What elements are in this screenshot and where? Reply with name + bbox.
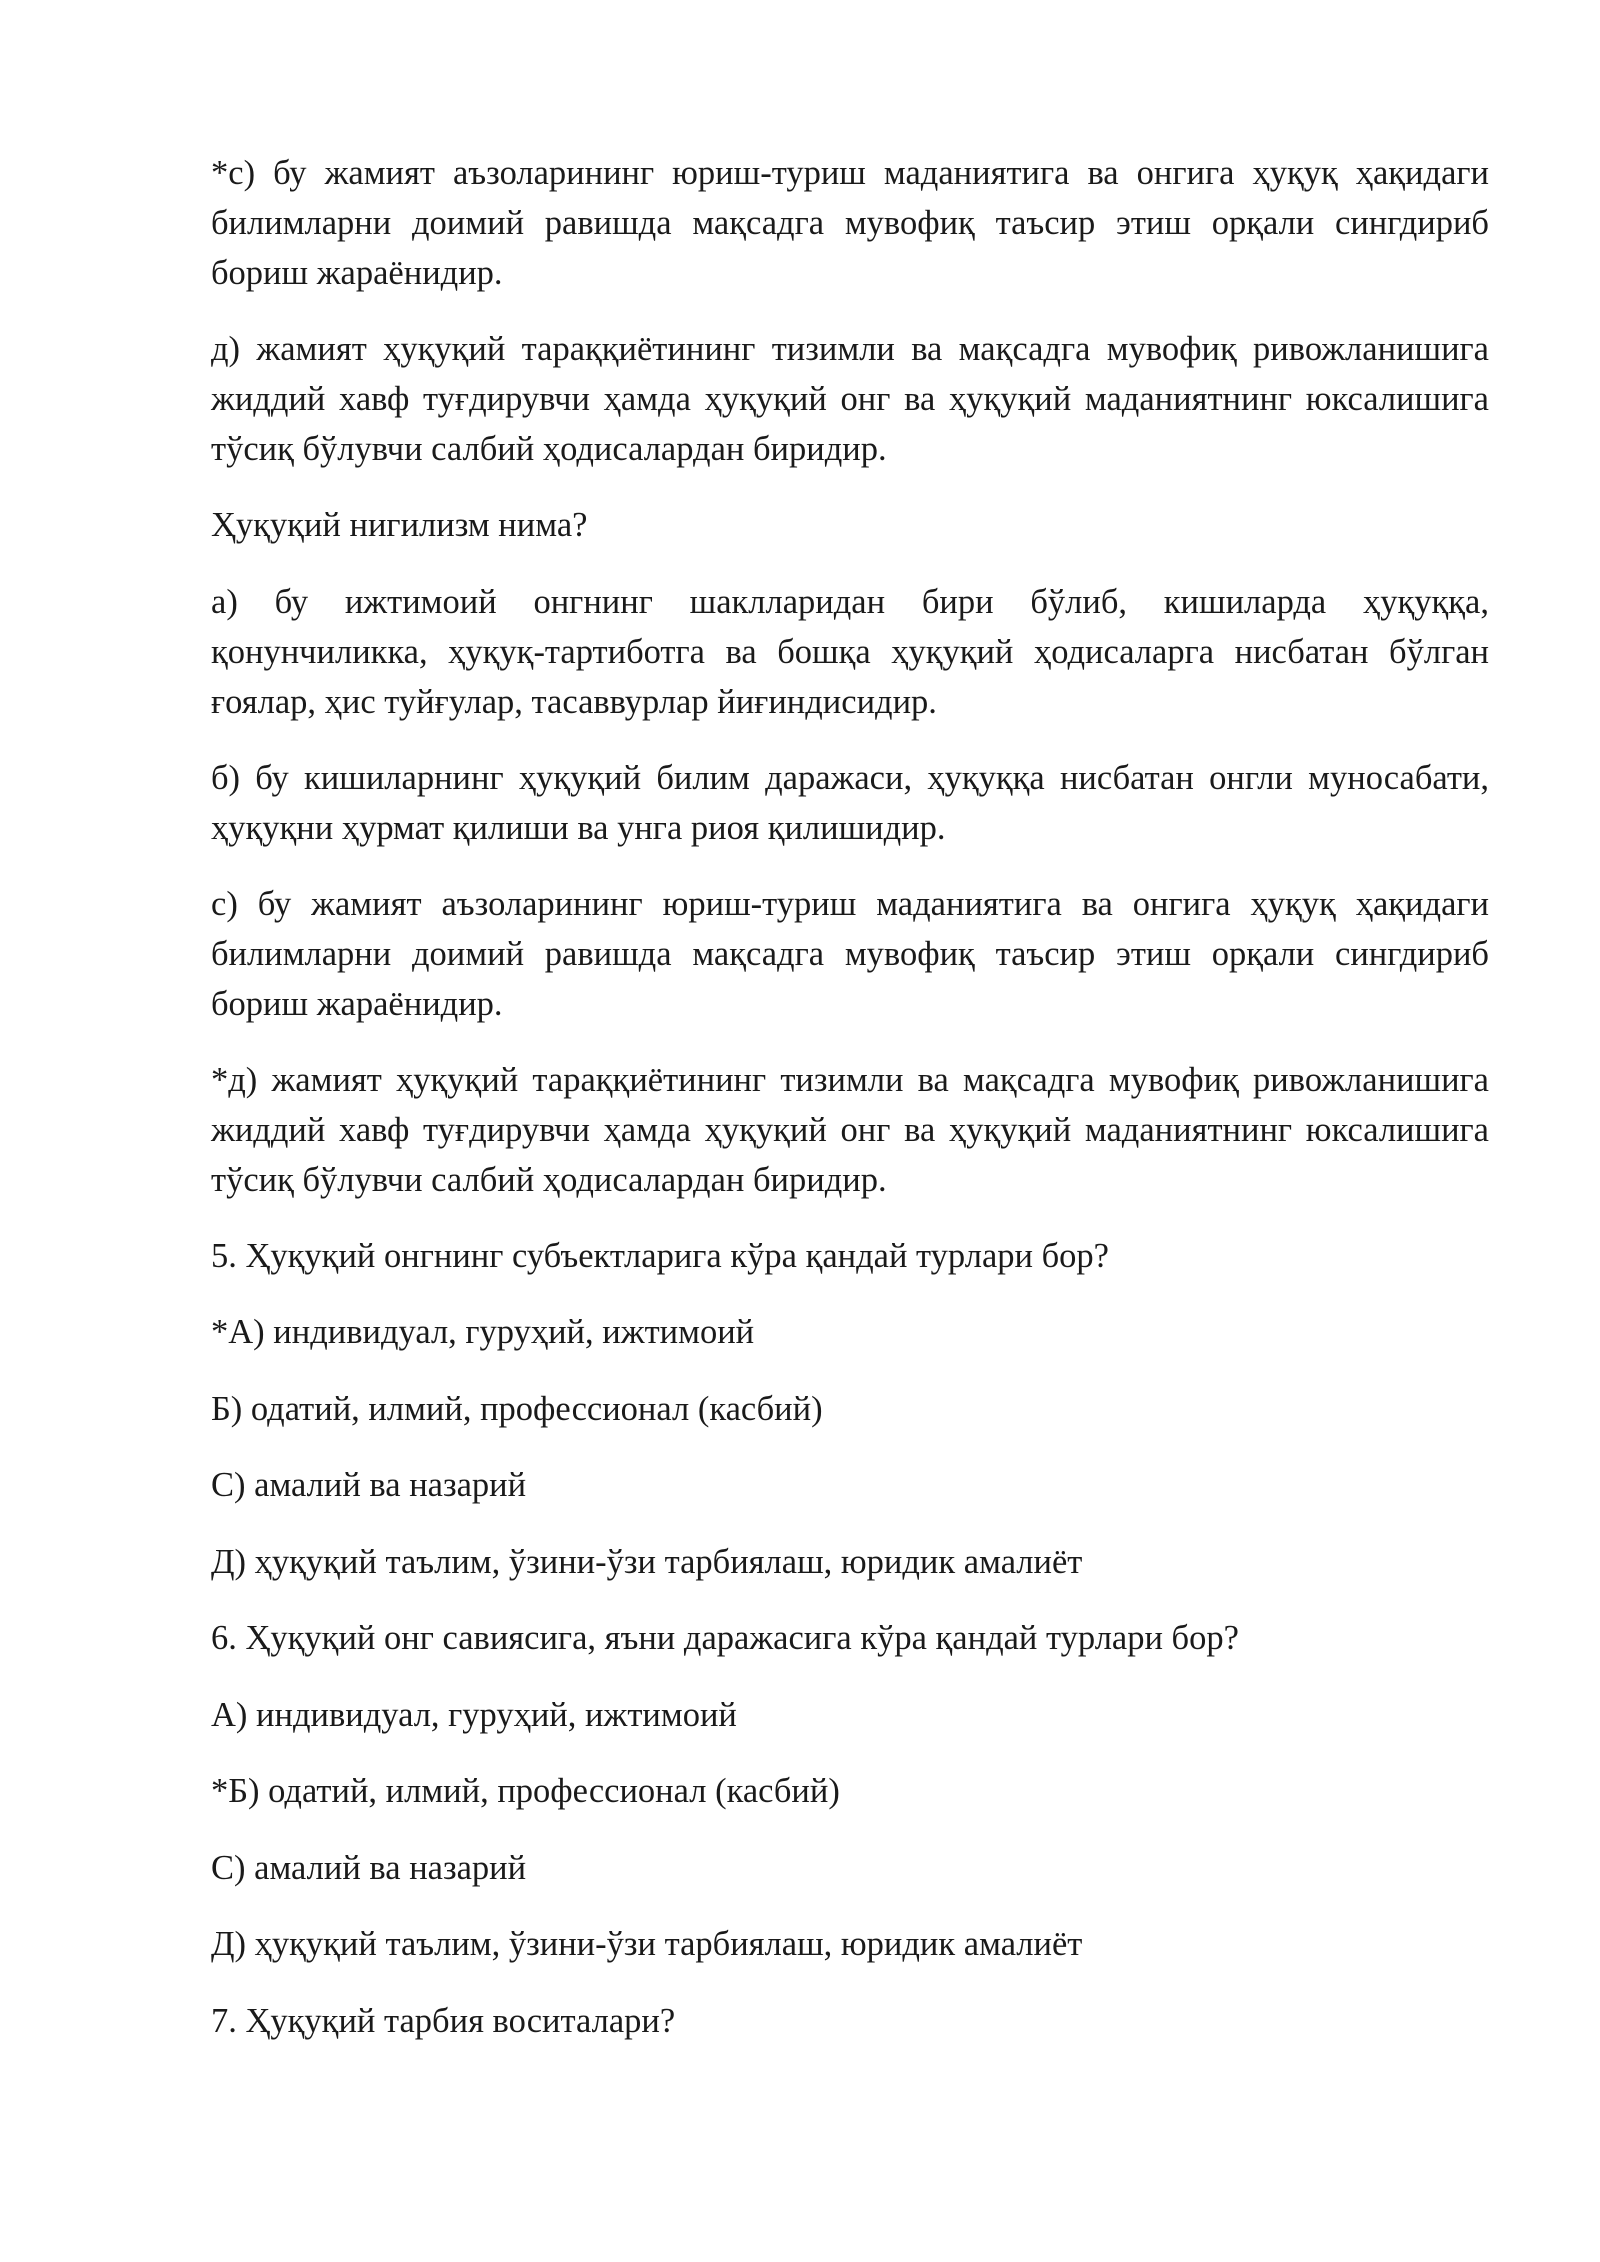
answer-option-c-marked: *с) бу жамият аъзоларининг юриш-туриш маданиятига ва онгига ҳуқуқ ҳақидаги билимларни доимий равишда мақсадга мувофиқ таъсир этиш орқали сингдириб бориш жараёнидир. (211, 154, 1489, 292)
answer-option-b: б) бу кишиларнинг ҳуқуқий билим даражаси, ҳуқуққа нисбатан онгли муносабати, ҳуқуқни ҳурмат қилиши ва унга риоя қилишидир. (211, 758, 1489, 847)
question-5-option-c: С) амалий ва назарий (211, 1466, 527, 1504)
question-5-option-b: Б) одатий, илмий, профессионал (касбий) (211, 1389, 823, 1428)
question-5-option-a-marked: *А) индивидуал, гуруҳий, ижтимоий (211, 1313, 755, 1351)
question-heading: Ҳуқуқий нигилизм нима? (211, 506, 588, 544)
question-6-option-d: Д) ҳуқуқий таълим, ўзини-ўзи тарбиялаш, юридик амалиёт (211, 1925, 1083, 1963)
question-5: 5. Ҳуқуқий онгнинг субъектларига кўра қандай турлари бор? (211, 1236, 1109, 1275)
question-6-option-c: С) амалий ва назарий (211, 1848, 527, 1887)
answer-option-d: д) жамият ҳуқуқий тараққиётининг тизимли ва мақсадга мувофиқ ривожланишига жиддий хавф туғдирувчи ҳамда ҳуқуқий онг ва ҳуқуқий маданиятнинг юксалишига тўсиқ бўлувчи салбий ҳодисалардан биридир. (211, 330, 1489, 468)
question-6-option-a: А) индивидуал, гуруҳий, ижтимоий (211, 1695, 737, 1734)
document-page (211, 148, 1489, 2072)
question-6-option-b-marked: *Б) одатий, илмий, профессионал (касбий) (211, 1772, 840, 1810)
question-7: 7. Ҳуқуқий тарбия воситалари? (211, 2001, 676, 2040)
answer-option-d-marked: *д) жамият ҳуқуқий тараққиётининг тизимли ва мақсадга мувофиқ ривожланишига жиддий хавф туғдирувчи ҳамда ҳуқуқий онг ва ҳуқуқий маданиятнинг юксалишига тўсиқ бўлувчи салбий ҳодисалардан биридир. (211, 1060, 1489, 1199)
question-5-option-d: Д) ҳуқуқий таълим, ўзини-ўзи тарбиялаш, юридик амалиёт (211, 1542, 1083, 1581)
answer-option-a: а) бу ижтимоий онгнинг шаклларидан бири бўлиб, кишиларда ҳуқуққа, қонунчиликка, ҳуқуқ-тартиботга ва бошқа ҳуқуқий ҳодисаларга нисбатан бўлган ғоялар, ҳис туйғулар, тасаввурлар йиғиндисидир. (211, 582, 1489, 721)
answer-option-c: с) бу жамият аъзоларининг юриш-туриш маданиятига ва онгига ҳуқуқ ҳақидаги билимларни доимий равишда мақсадга мувофиқ таъсир этиш орқали сингдириб бориш жараёнидир. (211, 884, 1489, 1023)
question-6: 6. Ҳуқуқий онг савиясига, яъни даражасига кўра қандай турлари бор? (211, 1619, 1239, 1657)
